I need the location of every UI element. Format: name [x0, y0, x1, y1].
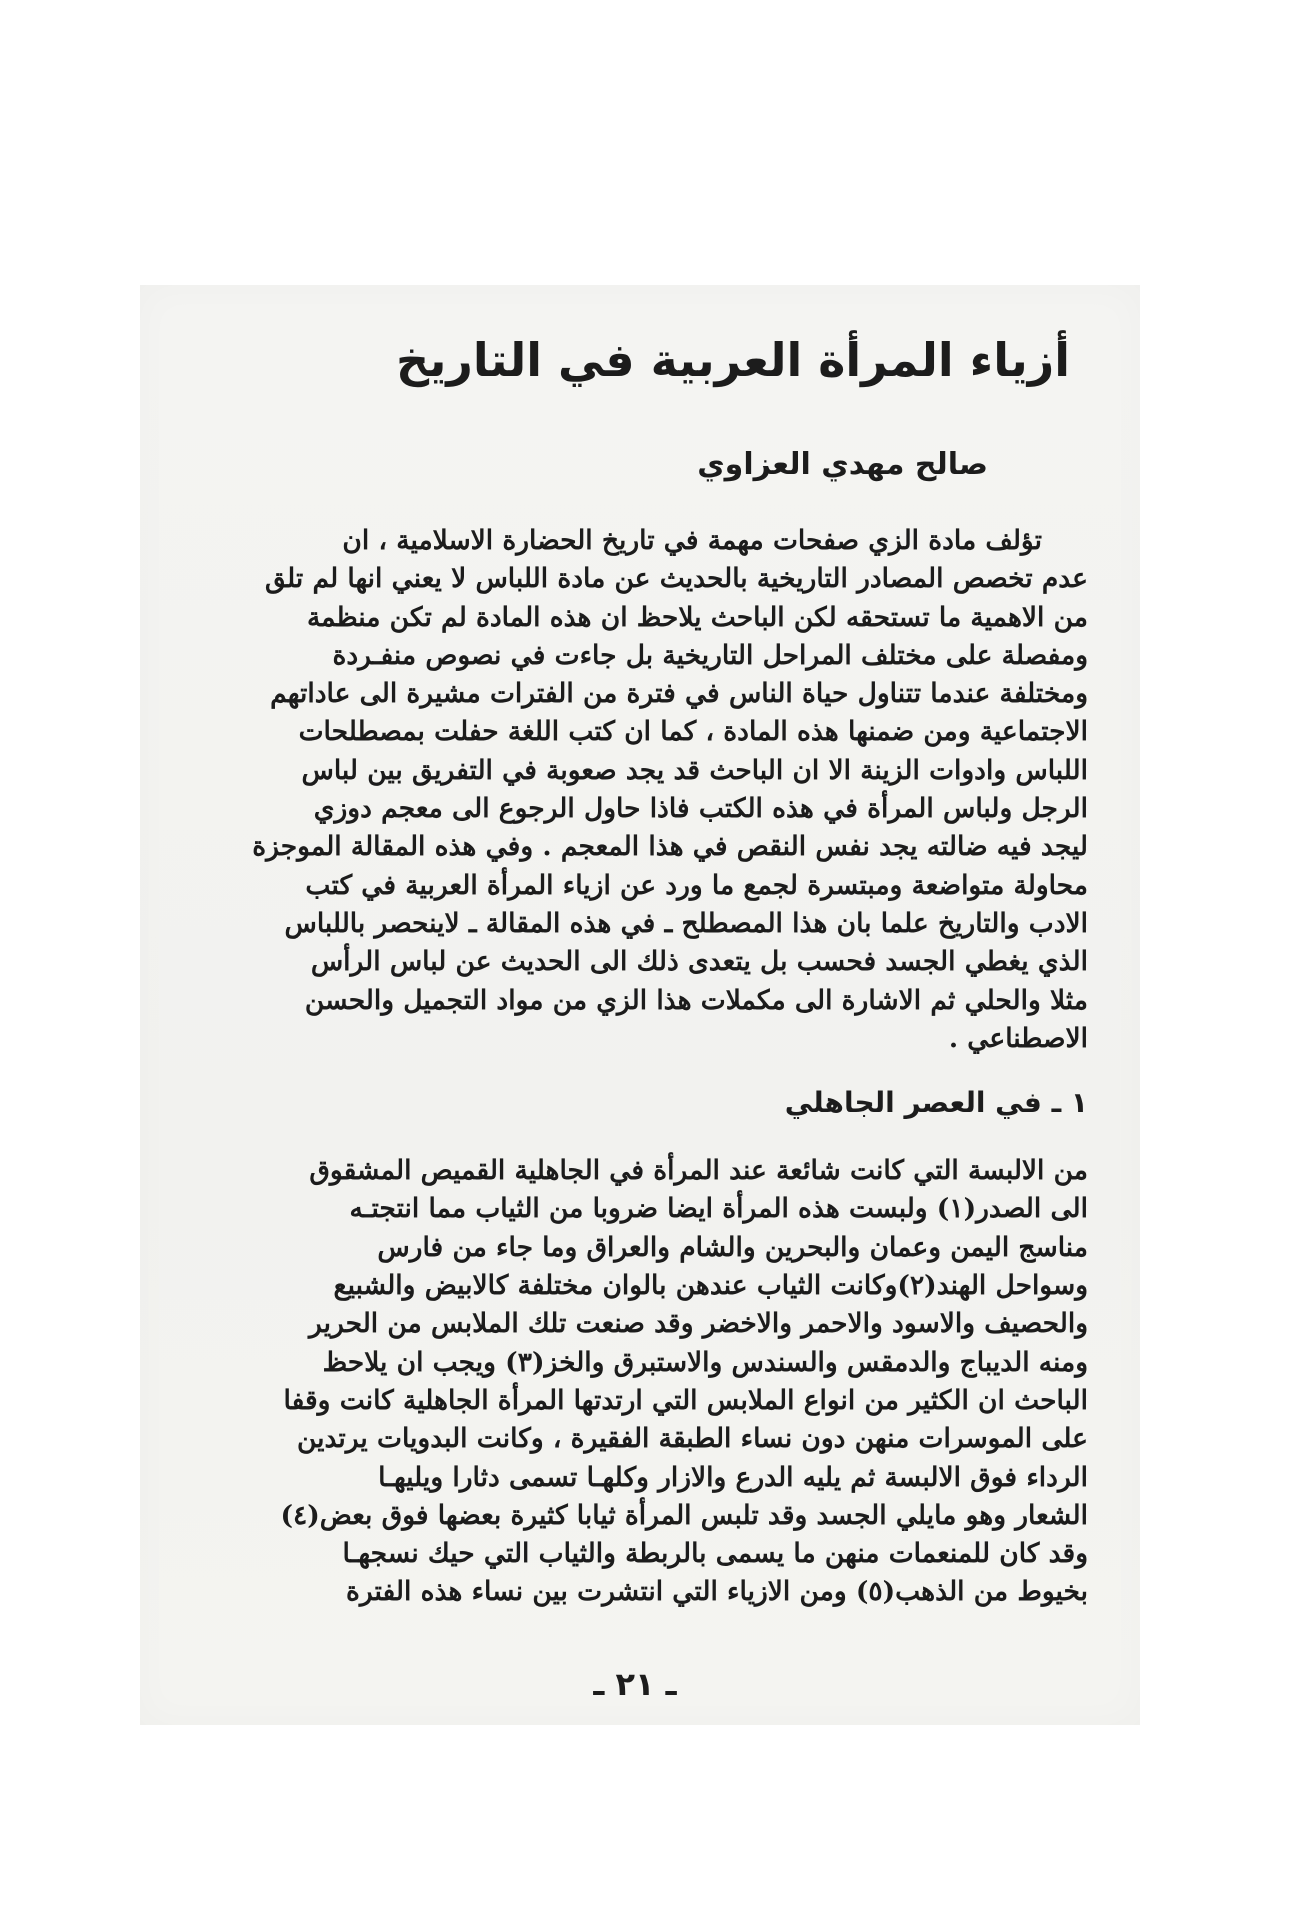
article-title: أزياء المرأة العربية في التاريخ	[395, 333, 1070, 387]
paragraph-line: الى الصدر(١) ولبست هذه المرأة ايضا ضروبا من الثياب مما انتجتـه	[349, 1193, 1088, 1225]
paragraph-line: ومنه الديباج والدمقس والسندس والاستبرق والخز(٣) ويجب ان يلاحظ	[322, 1346, 1088, 1378]
paragraph-line: الذي يغطي الجسد فحسب بل يتعدى ذلك الى الحديث عن لباس الرأس	[310, 946, 1088, 978]
paragraph-line: الادب والتاريخ علما بان هذا المصطلح ـ في هذه المقالة ـ لاينحصر باللباس	[284, 907, 1088, 939]
article	[208, 320, 1088, 1612]
paragraph-line: عدم تخصص المصادر التاريخية بالحديث عن مادة اللباس لا يعني انها لم تلق	[264, 563, 1088, 595]
paragraph-line: الشعار وهو مايلي الجسد وقد تلبس المرأة ثيابا كثيرة بعضها فوق بعض(٤)	[280, 1499, 1088, 1531]
paragraph-line: الرجل ولباس المرأة في هذه الكتب فاذا حاول الرجوع الى معجم دوزي	[313, 793, 1088, 825]
paragraph-line: مناسج اليمن وعمان والبحرين والشام والعراق وما جاء من فارس	[377, 1231, 1088, 1263]
paragraph-line: ومفصلة على مختلف المراحل التاريخية بل جاءت في نصوص منفـردة	[332, 639, 1088, 671]
author-name: صالح مهدي العزاوي	[697, 447, 988, 482]
paragraph-line: ومختلفة عندما تتناول حياة الناس في فترة من الفترات مشيرة الى عاداتهم	[270, 678, 1088, 710]
paragraph-line: وقد كان للمنعمات منهن ما يسمى بالربطة والثياب التي حيك نسجهـا	[342, 1538, 1088, 1570]
paragraph-line: ليجد فيه ضالته يجد نفس النقص في هذا المعجم . وفي هذه المقالة الموجزة	[252, 831, 1088, 863]
paragraph-line: على الموسرات منهن دون نساء الطبقة الفقيرة ، وكانت البدويات يرتدين	[296, 1423, 1088, 1455]
paragraph-line: بخيوط من الذهب(٥) ومن الازياء التي انتشرت بين نساء هذه الفترة	[346, 1576, 1088, 1608]
paragraph-line: الرداء فوق الالبسة ثم يليه الدرع والازار وكلهـا تسمى دثارا ويليهـا	[378, 1461, 1088, 1493]
paragraph-line: الاجتماعية ومن ضمنها هذه المادة ، كما ان كتب اللغة حفلت بمصطلحات	[298, 716, 1088, 748]
paragraph-line: اللباس وادوات الزينة الا ان الباحث قد يجد صعوبة في التفريق بين لباس	[301, 754, 1088, 786]
paragraph-line: الباحث ان الكثير من انواع الملابس التي ارتدتها المرأة الجاهلية كانت وقفا	[283, 1384, 1088, 1416]
section-heading: ١ ـ في العصر الجاهلي	[784, 1086, 1088, 1120]
paragraph-line: وسواحل الهند(٢)وكانت الثياب عندهن بالوان مختلفة كالابيض والشبيع	[333, 1270, 1088, 1302]
intro-paragraph	[208, 522, 1088, 1058]
page-number: ـ ٢١ ـ	[593, 1665, 677, 1703]
paragraph-line: تؤلف مادة الزي صفحات مهمة في تاريخ الحضارة الاسلامية ، ان	[342, 525, 1042, 556]
paragraph-line: مثلا والحلي ثم الاشارة الى مكملات هذا الزي من مواد التجميل والحسن	[304, 984, 1088, 1016]
section-paragraph	[208, 1152, 1088, 1612]
paragraph-line: من الالبسة التي كانت شائعة عند المرأة في الجاهلية القميص المشقوق	[309, 1155, 1088, 1187]
paragraph-line: الاصطناعي .	[948, 1022, 1088, 1054]
paragraph-line: من الاهمية ما تستحقه لكن الباحث يلاحظ ان هذه المادة لم تكن منظمة	[306, 601, 1088, 633]
paragraph-line: محاولة متواضعة ومبتسرة لجمع ما ورد عن ازياء المرأة العربية في كتب	[305, 869, 1088, 901]
paragraph-line: والحصيف والاسود والاحمر والاخضر وقد صنعت تلك الملابس من الحرير	[308, 1308, 1088, 1340]
